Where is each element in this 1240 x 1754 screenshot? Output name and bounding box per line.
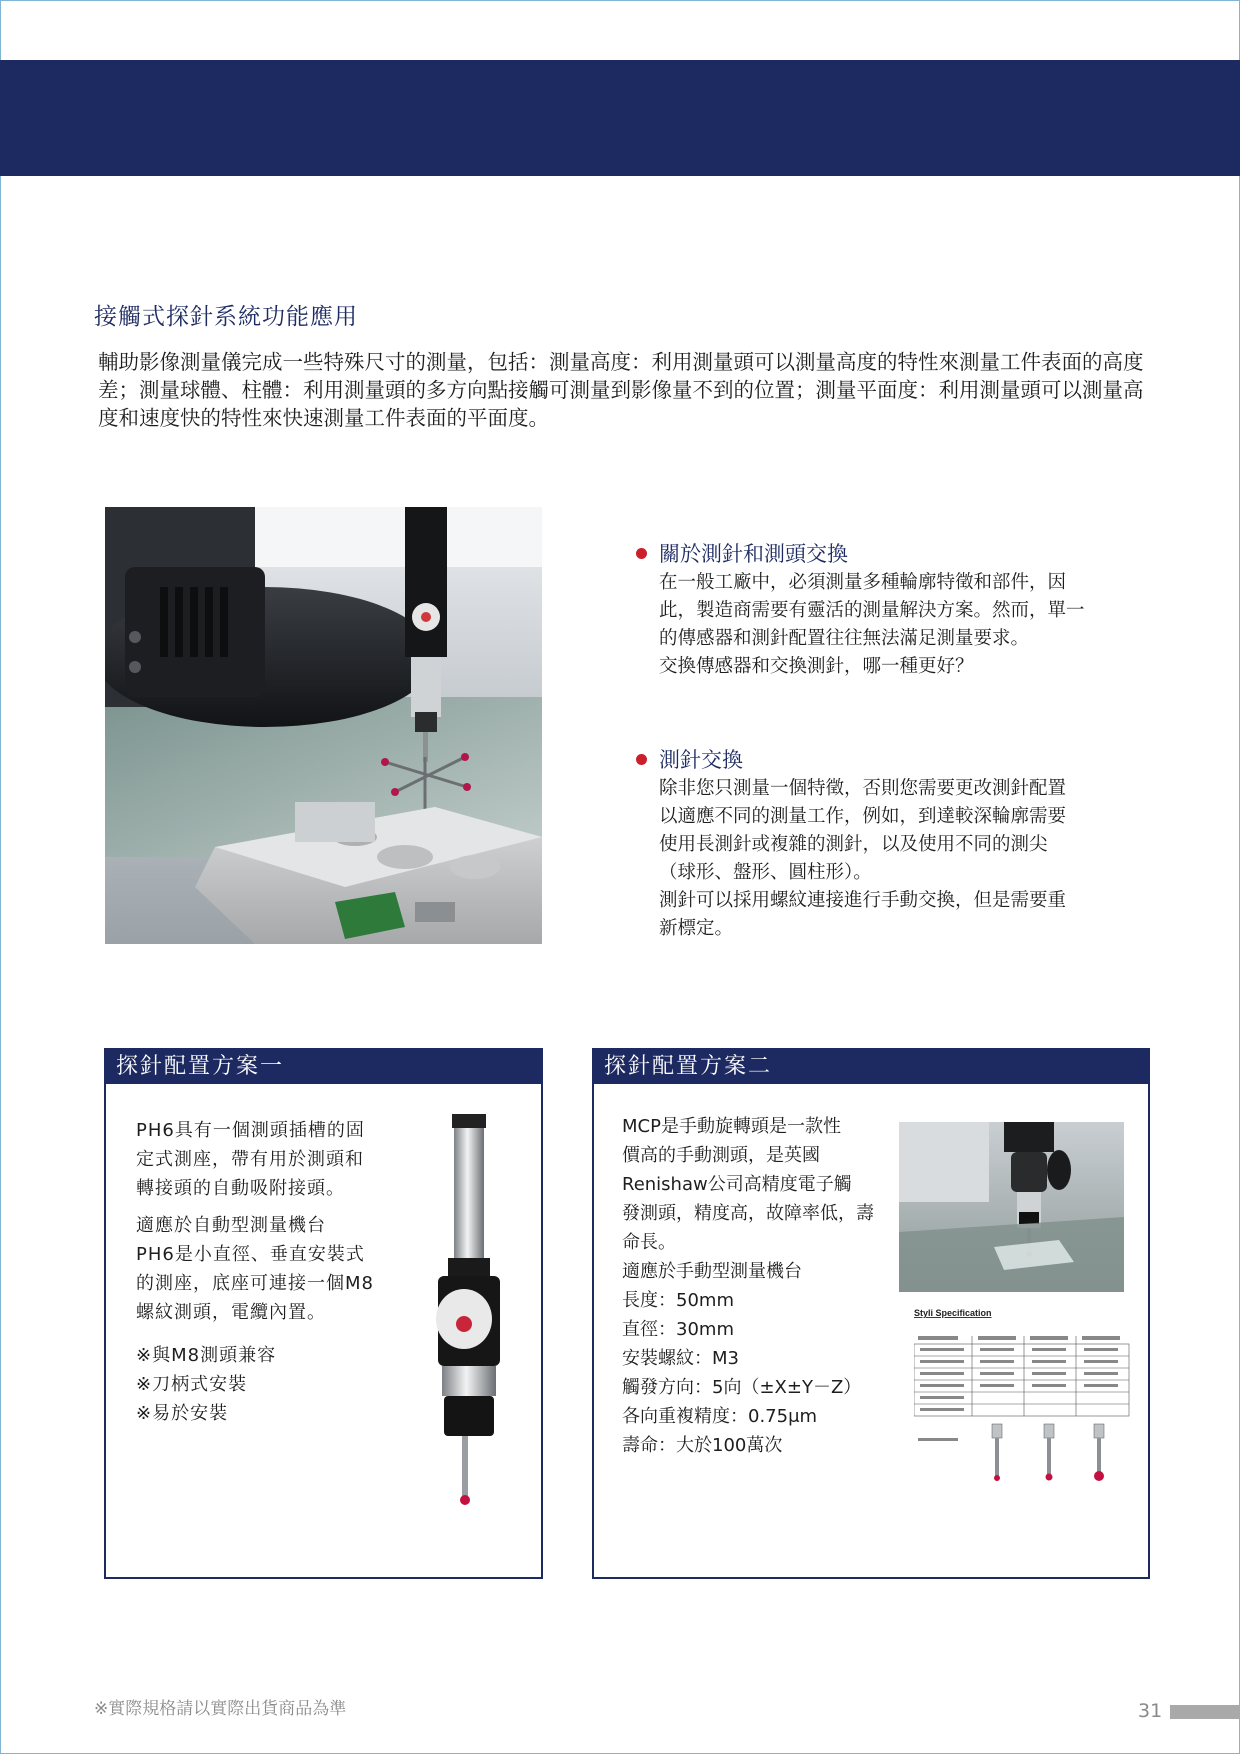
config-option-2-box (592, 1048, 1150, 1579)
box-description (622, 1112, 882, 1460)
bullet-heading: 關於測針和測頭交換 (659, 542, 848, 566)
text-line: 螺紋測頭，電纜內置。 (136, 1302, 326, 1323)
note-line: ※刀柄式安裝 (136, 1374, 248, 1395)
bullet-paragraph (659, 775, 1136, 943)
text-line: 命長。 (622, 1232, 676, 1253)
note-line: ※與M8測頭兼容 (136, 1345, 277, 1366)
text-line: 轉接頭的自動吸附接頭。 (136, 1178, 345, 1199)
text-line: 長度：50mm (622, 1290, 734, 1311)
box-description (136, 1116, 398, 1428)
paragraph-line: 的傳感器和測針配置往往無法滿足測量要求。 (659, 628, 1030, 649)
spec-title: Styli Specification (914, 1308, 992, 1318)
box-title: 探針配置方案一 (106, 1050, 541, 1084)
text-line: PH6具有一個測頭插槽的固 (136, 1120, 365, 1141)
paragraph-line: 使用長測針或複雜的測針，以及使用不同的測尖 (659, 834, 1048, 855)
paragraph-line: （球形、盤形、圓柱形）。 (659, 862, 872, 883)
page-number: 31 (1138, 1700, 1163, 1722)
probe-machine-photo (105, 507, 542, 944)
mcp-probe-photo (899, 1122, 1124, 1292)
bullet-stylus-exchange (636, 745, 1136, 943)
paragraph-line: 在一般工廠中，必須測量多種輪廓特徵和部件，因 (659, 572, 1067, 593)
paragraph-line: 新標定。 (659, 918, 734, 939)
paragraph-line: 以適應不同的測量工作，例如，到達較深輪廓需要 (659, 806, 1067, 827)
text-line: 適應於手動型測量機台 (622, 1261, 802, 1282)
text-line: PH6是小直徑、垂直安裝式 (136, 1244, 365, 1265)
text-line: 觸發方向：5向（±X±Y－Z） (622, 1377, 862, 1398)
text-line: 直徑：30mm (622, 1319, 734, 1340)
styli-specification-table-image (914, 1306, 1134, 1496)
bullet-paragraph (659, 569, 1136, 681)
paragraph-line: 除非您只測量一個特徵，否則您需要更改測針配置 (659, 778, 1067, 799)
section-title: 接觸式探針系統功能應用 (94, 304, 358, 330)
paragraph-line: 測針可以採用螺紋連接進行手動交換，但是需要重 (659, 890, 1067, 911)
bullet-dot-icon (636, 754, 647, 765)
text-line: MCP是手動旋轉頭是一款性 (622, 1116, 841, 1137)
paragraph-line: 交換傳感器和交換測針，哪一種更好？ (659, 656, 974, 677)
page-number-bar (1170, 1705, 1240, 1719)
bullet-dot-icon (636, 548, 647, 559)
text-line: 壽命：大於100萬次 (622, 1435, 783, 1456)
text-line: 價高的手動測頭，是英國 (622, 1145, 820, 1166)
box-title: 探針配置方案二 (594, 1050, 1148, 1084)
ph6-probe-image (424, 1114, 512, 1514)
bullet-heading: 測針交換 (659, 748, 743, 772)
intro-paragraph: 輔助影像測量儀完成一些特殊尺寸的測量，包括：測量高度：利用測量頭可以測量高度的特性來測量工件表面的高度差；測量球體、柱體：利用測量頭的多方向點接觸可測量到影像量不到的位置；測量平面度：利用測量頭可以測量高度和速度快的特性來快速測量工件表面的平面度。 (98, 350, 1144, 430)
text-line: 定式測座，帶有用於測頭和 (136, 1149, 364, 1170)
text-line: 各向重複精度：0.75μm (622, 1406, 818, 1427)
text-line: 安裝螺紋：M3 (622, 1348, 739, 1369)
text-line: 發測頭，精度高，故障率低，壽 (622, 1203, 874, 1224)
text-line: 的測座，底座可連接一個M8 (136, 1273, 374, 1294)
footnote: ※實際規格請以實際出貨商品為準 (94, 1699, 347, 1719)
header-band (0, 60, 1240, 176)
text-line: 適應於自動型測量機台 (136, 1215, 326, 1236)
paragraph-line: 此，製造商需要有靈活的測量解決方案。然而，單一 (659, 600, 1085, 621)
config-option-1-box (104, 1048, 543, 1579)
note-line: ※易於安裝 (136, 1403, 229, 1424)
text-line: Renishaw公司高精度電子觸 (622, 1174, 852, 1195)
bullet-probe-exchange (636, 539, 1136, 681)
